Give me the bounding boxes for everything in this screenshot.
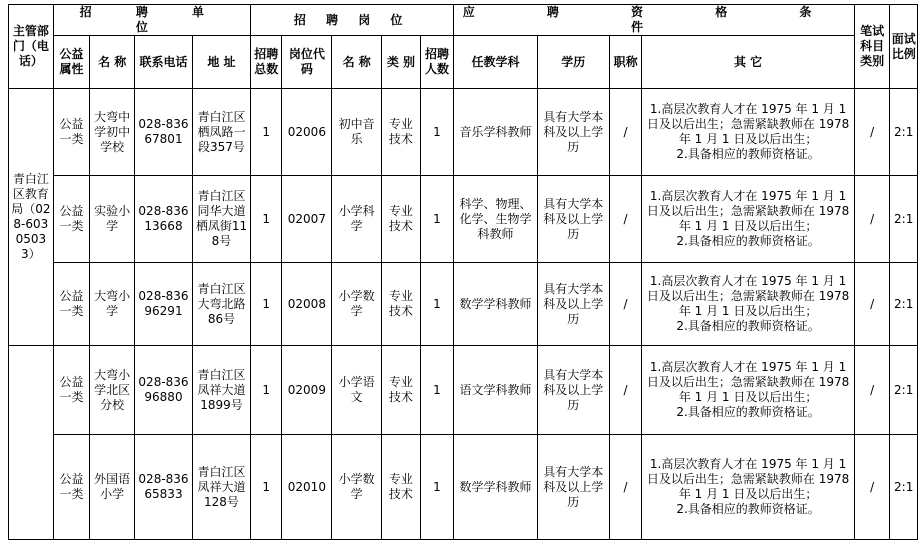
unit-name-cell: 大弯小学北区分校 — [90, 346, 135, 435]
total-cell: 1 — [250, 435, 282, 540]
exam-cell: / — [854, 435, 890, 540]
address-cell: 青白江区栖凤路一段357号 — [192, 89, 250, 176]
header-total: 招聘总数 — [250, 36, 282, 89]
dept-cell — [9, 346, 54, 540]
unit-name-cell: 大弯中学初中学校 — [90, 89, 135, 176]
header-qual-group: 应 聘 资 格 条 件 — [454, 5, 855, 36]
category-cell: 专业技术 — [382, 435, 421, 540]
interview-cell: 2:1 — [890, 89, 918, 176]
header-post-group: 招 聘 岗 位 — [250, 5, 453, 36]
interview-cell: 2:1 — [890, 346, 918, 435]
category-cell: 专业技术 — [382, 176, 421, 263]
code-cell: 02010 — [282, 435, 332, 540]
subject-cell: 科学、物理、化学、生物学科教师 — [454, 176, 537, 263]
header-count: 招聘人数 — [420, 36, 454, 89]
dept-cell: 青白江区教育局（028-60305033） — [9, 89, 54, 346]
attr-cell: 公益一类 — [53, 89, 90, 176]
phone-cell: 028-83665833 — [135, 435, 193, 540]
other-cell — [642, 176, 855, 263]
phone-cell: 028-83696880 — [135, 346, 193, 435]
count-cell: 1 — [420, 435, 454, 540]
other-cell — [642, 435, 855, 540]
exam-cell: / — [854, 89, 890, 176]
table-row — [9, 89, 918, 176]
header-dept: 主管部门（电话） — [9, 5, 54, 89]
code-cell: 02008 — [282, 263, 332, 346]
edu-cell: 具有大学本科及以上学历 — [537, 176, 609, 263]
header-interview: 面试比例 — [890, 5, 918, 89]
other-line-2: 2.具备相应的教师资格证。 — [676, 234, 820, 248]
category-cell: 专业技术 — [382, 89, 421, 176]
edu-cell: 具有大学本科及以上学历 — [537, 263, 609, 346]
count-cell: 1 — [420, 176, 454, 263]
other-line-2: 2.具备相应的教师资格证。 — [676, 319, 820, 333]
header-row-2 — [9, 36, 918, 89]
post-name-cell: 小学科学 — [332, 176, 382, 263]
other-line-1: 1.高层次教育人才在 1975 年 1 月 1 日及以后出生；急需紧缺教师在 1978 年 1 月 1 日及以后出生； — [646, 360, 850, 404]
count-cell: 1 — [420, 346, 454, 435]
unit-name-cell: 实验小学 — [90, 176, 135, 263]
code-cell: 02007 — [282, 176, 332, 263]
code-cell: 02009 — [282, 346, 332, 435]
post-name-cell: 小学数学 — [332, 263, 382, 346]
post-name-cell: 小学数学 — [332, 435, 382, 540]
address-cell: 青白江区同华大道栖凤街118号 — [192, 176, 250, 263]
total-cell: 1 — [250, 346, 282, 435]
title-cell: / — [609, 435, 642, 540]
exam-cell: / — [854, 176, 890, 263]
title-cell: / — [609, 89, 642, 176]
address-cell: 青白江区凤祥大道128号 — [192, 435, 250, 540]
edu-cell: 具有大学本科及以上学历 — [537, 435, 609, 540]
header-edu: 学历 — [537, 36, 609, 89]
attr-cell: 公益一类 — [53, 176, 90, 263]
other-line-2: 2.具备相应的教师资格证。 — [676, 405, 820, 419]
total-cell: 1 — [250, 263, 282, 346]
attr-cell: 公益一类 — [53, 346, 90, 435]
other-cell — [642, 263, 855, 346]
post-name-cell: 初中音乐 — [332, 89, 382, 176]
total-cell: 1 — [250, 89, 282, 176]
other-line-2: 2.具备相应的教师资格证。 — [676, 502, 820, 516]
subject-cell: 数学学科教师 — [454, 435, 537, 540]
code-cell: 02006 — [282, 89, 332, 176]
unit-name-cell: 大弯小学 — [90, 263, 135, 346]
other-line-1: 1.高层次教育人才在 1975 年 1 月 1 日及以后出生；急需紧缺教师在 1978 年 1 月 1 日及以后出生； — [646, 457, 850, 501]
subject-cell: 音乐学科教师 — [454, 89, 537, 176]
table-row — [9, 176, 918, 263]
title-cell: / — [609, 176, 642, 263]
category-cell: 专业技术 — [382, 346, 421, 435]
other-line-2: 2.具备相应的教师资格证。 — [676, 147, 820, 161]
edu-cell: 具有大学本科及以上学历 — [537, 346, 609, 435]
phone-cell: 028-83613668 — [135, 176, 193, 263]
interview-cell: 2:1 — [890, 176, 918, 263]
header-code: 岗位代码 — [282, 36, 332, 89]
other-cell — [642, 346, 855, 435]
subject-cell: 语文学科教师 — [454, 346, 537, 435]
header-row-1 — [9, 5, 918, 36]
count-cell: 1 — [420, 263, 454, 346]
total-cell: 1 — [250, 176, 282, 263]
phone-cell: 028-83696291 — [135, 263, 193, 346]
exam-cell: / — [854, 263, 890, 346]
table-row — [9, 346, 918, 435]
table-row — [9, 263, 918, 346]
header-title: 职称 — [609, 36, 642, 89]
header-subject: 任教学科 — [454, 36, 537, 89]
count-cell: 1 — [420, 89, 454, 176]
header-unit-group: 招 聘 单 位 — [53, 5, 250, 36]
post-name-cell: 小学语文 — [332, 346, 382, 435]
title-cell: / — [609, 346, 642, 435]
header-attr: 公益属性 — [53, 36, 90, 89]
header-exam: 笔试科目类别 — [854, 5, 890, 89]
address-cell: 青白江区大弯北路86号 — [192, 263, 250, 346]
header-post-name: 名 称 — [332, 36, 382, 89]
header-category: 类 别 — [382, 36, 421, 89]
header-other: 其 它 — [642, 36, 855, 89]
subject-cell: 数学学科教师 — [454, 263, 537, 346]
header-name: 名 称 — [90, 36, 135, 89]
interview-cell: 2:1 — [890, 435, 918, 540]
recruitment-table — [8, 4, 918, 540]
interview-cell: 2:1 — [890, 263, 918, 346]
edu-cell: 具有大学本科及以上学历 — [537, 89, 609, 176]
attr-cell: 公益一类 — [53, 263, 90, 346]
address-cell: 青白江区凤祥大道1899号 — [192, 346, 250, 435]
header-phone: 联系电话 — [135, 36, 193, 89]
category-cell: 专业技术 — [382, 263, 421, 346]
table-row — [9, 435, 918, 540]
other-cell — [642, 89, 855, 176]
title-cell: / — [609, 263, 642, 346]
header-address: 地 址 — [192, 36, 250, 89]
other-line-1: 1.高层次教育人才在 1975 年 1 月 1 日及以后出生；急需紧缺教师在 1978 年 1 月 1 日及以后出生； — [646, 274, 850, 318]
phone-cell: 028-83667801 — [135, 89, 193, 176]
exam-cell: / — [854, 346, 890, 435]
other-line-1: 1.高层次教育人才在 1975 年 1 月 1 日及以后出生；急需紧缺教师在 1978 年 1 月 1 日及以后出生； — [646, 189, 850, 233]
unit-name-cell: 外国语小学 — [90, 435, 135, 540]
attr-cell: 公益一类 — [53, 435, 90, 540]
other-line-1: 1.高层次教育人才在 1975 年 1 月 1 日及以后出生；急需紧缺教师在 1978 年 1 月 1 日及以后出生； — [646, 102, 850, 146]
